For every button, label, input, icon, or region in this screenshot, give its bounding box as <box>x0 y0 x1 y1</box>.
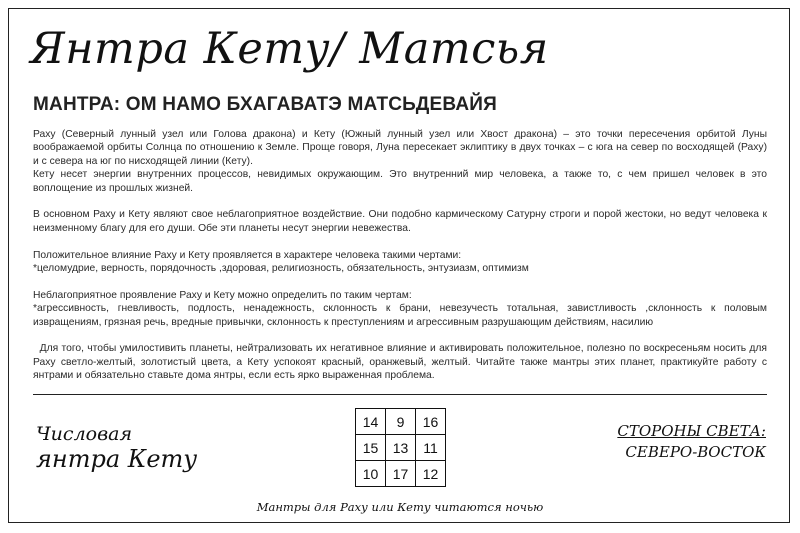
yantra-grid <box>355 408 446 487</box>
grid-cell: 11 <box>416 435 446 461</box>
numeric-yantra-line2: янтра Кету <box>36 444 198 473</box>
numeric-yantra-line1: Числовая <box>36 423 133 445</box>
text-line: Неблагоприятное проявление Раху и Кету можно определить по таким чертам: <box>33 289 412 301</box>
grid-cell: 15 <box>356 435 386 461</box>
text-line: Раху (Северный лунный узел или Голова дракона) и Кету (Южный лунный узел или Хвост дракона) – это точки пересечения орбитой Луны воображаемой орбиты Солнца по отношению к Земле. Проще говоря, Луна пересекает эклиптику в двух точках – с юга на север по восходящей (Раху) и с севера на юг по нисходящей линии (Кету). <box>33 129 767 167</box>
grid-cell: 10 <box>356 461 386 487</box>
grid-cell: 17 <box>386 461 416 487</box>
cardinal-value: СЕВЕРО-ВОСТОК <box>625 443 766 461</box>
grid-row <box>356 409 446 435</box>
grid-cell: 9 <box>386 409 416 435</box>
paragraph-positive <box>33 249 767 276</box>
grid-row <box>356 435 446 461</box>
mantra-heading: МАНТРА: ОМ НАМО БХАГАВАТЭ МАТСЬДЕВАЙЯ <box>33 94 497 115</box>
grid-cell: 13 <box>386 435 416 461</box>
grid-cell: 14 <box>356 409 386 435</box>
paragraph-negative <box>33 289 767 329</box>
divider-line <box>33 394 767 395</box>
paragraph-intro <box>33 128 767 195</box>
cardinal-title: СТОРОНЫ СВЕТА: <box>617 422 766 440</box>
cardinal-direction <box>617 421 766 463</box>
grid-cell: 12 <box>416 461 446 487</box>
numeric-yantra-label <box>36 424 197 473</box>
footer-note: Мантры для Раху или Кету читаются ночью <box>256 500 544 514</box>
body-text <box>33 128 767 383</box>
text-line: Для того, чтобы умилостивить планеты, нейтрализовать их негативное влияние и активировать положительное, полезно по воскресеньям носить для Раху светло-желтый, золотистый цвета, а Кету успокоят красный, оранжевый, желтый. Читайте также мантры этих планет, практикуйте работу с янтрами и обязательно ставьте дома янтры, если есть ярко выраженная проблема. <box>33 343 767 382</box>
text-line: Положительное влияние Раху и Кету проявляется в характере человека такими чертами: <box>33 249 462 261</box>
grid-row <box>356 461 446 487</box>
text-line: *целомудрие, верность, порядочность ,здоровая, религиозность, обязательность, энтузиазм, оптимизм <box>33 263 529 275</box>
grid-cell: 16 <box>416 409 446 435</box>
paragraph-remedies <box>33 342 767 382</box>
text-line: *агрессивность, гневливость, подлость, ненадежность, склонность к брани, невезучесть тотальная, завистливость ,склонность к половым извращениям, грязная речь, вредные привычки, склонность к преступлениям и агрессивным разрушающим действиям, насилию <box>33 303 767 328</box>
text-line: Кету несет энергии внутренних процессов, невидимых окружающим. Это внутренний мир человека, а также то, с чем пришел человек в это воплощение из прошлых жизней. <box>33 169 767 194</box>
paragraph-influence: В основном Раху и Кету являют свое неблагоприятное воздействие. Они подобно кармическому Сатурну строги и порой жестоки, но ведут человека к неизменному благу для его души. Обе эти планеты несут энергии невежества. <box>33 209 767 234</box>
page-title: Янтра Кету/ Матсья <box>30 24 549 74</box>
